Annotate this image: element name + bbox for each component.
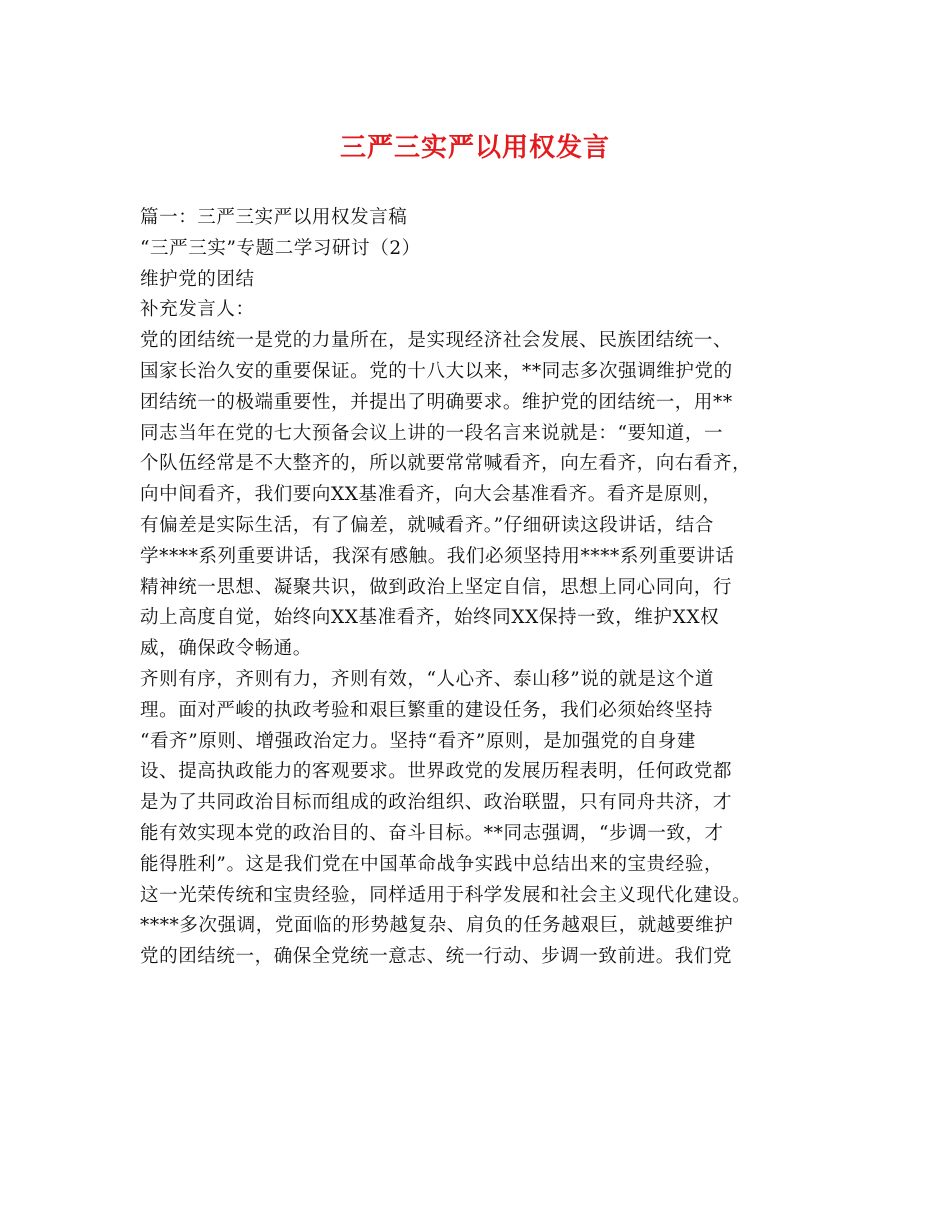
text-line: 设、提高执政能力的客观要求。世界政党的发展历程表明，任何政党都 [140, 761, 733, 783]
text-line: 精神统一思想、凝聚共识，做到政治上坚定自信，思想上同心同向，行 [140, 576, 733, 598]
text-line: ****多次强调，党面临的形势越复杂、肩负的任务越艰巨，就越要维护 [140, 915, 734, 937]
text-line: 团结统一的极端重要性，并提出了明确要求。维护党的团结统一，用** [140, 391, 733, 413]
text-line: 同志当年在党的七大预备会议上讲的一段名言来说就是：“要知道，一 [140, 422, 724, 444]
text-line: 有偏差是实际生活，有了偏差，就喊看齐。”仔细研读这段讲话，结合 [140, 514, 714, 536]
document-body [140, 203, 830, 973]
text-line: 这一光荣传统和宝贵经验，同样适用于科学发展和社会主义现代化建设。 [140, 884, 752, 906]
text-line: 个队伍经常是不大整齐的，所以就要常常喊看齐，向左看齐，向右看齐， [140, 453, 752, 475]
text-line: 威，确保政令畅通。 [140, 638, 312, 660]
text-line: 理。面对严峻的执政考验和艰巨繁重的建设任务，我们必须始终坚持 [140, 699, 714, 721]
text-line: “看齐”原则、增强政治定力。坚持“看齐”原则，是加强党的自身建 [140, 730, 696, 752]
text-line: 国家长治久安的重要保证。党的十八大以来，**同志多次强调维护党的 [140, 360, 733, 382]
document-title: 三严三实严以用权发言 [339, 133, 610, 163]
text-line: 动上高度自觉，始终向XX基准看齐，始终同XX保持一致，维护XX权 [140, 607, 720, 629]
text-line: 能有效实现本党的政治目的、奋斗目标。**同志强调，“步调一致，才 [140, 822, 724, 844]
text-line: 学****系列重要讲话，我深有感触。我们必须坚持用****系列重要讲话 [140, 545, 735, 567]
text-line: “三严三实”专题二学习研讨（2） [140, 237, 421, 259]
text-line: 维护党的团结 [140, 268, 255, 290]
text-line: 能得胜利”。这是我们党在中国革命战争实践中总结出来的宝贵经验， [140, 853, 724, 875]
text-line: 是为了共同政治目标而组成的政治组织、政治联盟，只有同舟共济，才 [140, 792, 733, 814]
text-line: 补充发言人： [140, 299, 255, 321]
text-line: 向中间看齐，我们要向XX基准看齐，向大会基准看齐。看齐是原则， [140, 484, 722, 506]
text-line: 党的团结统一，确保全党统一意志、统一行动、步调一致前进。我们党 [140, 946, 733, 968]
text-line: 党的团结统一是党的力量所在，是实现经济社会发展、民族团结统一、 [140, 330, 733, 352]
text-line: 齐则有序，齐则有力，齐则有效，“人心齐、泰山移”说的就是这个道 [140, 668, 715, 690]
text-line: 篇一：三严三实严以用权发言稿 [140, 207, 408, 228]
